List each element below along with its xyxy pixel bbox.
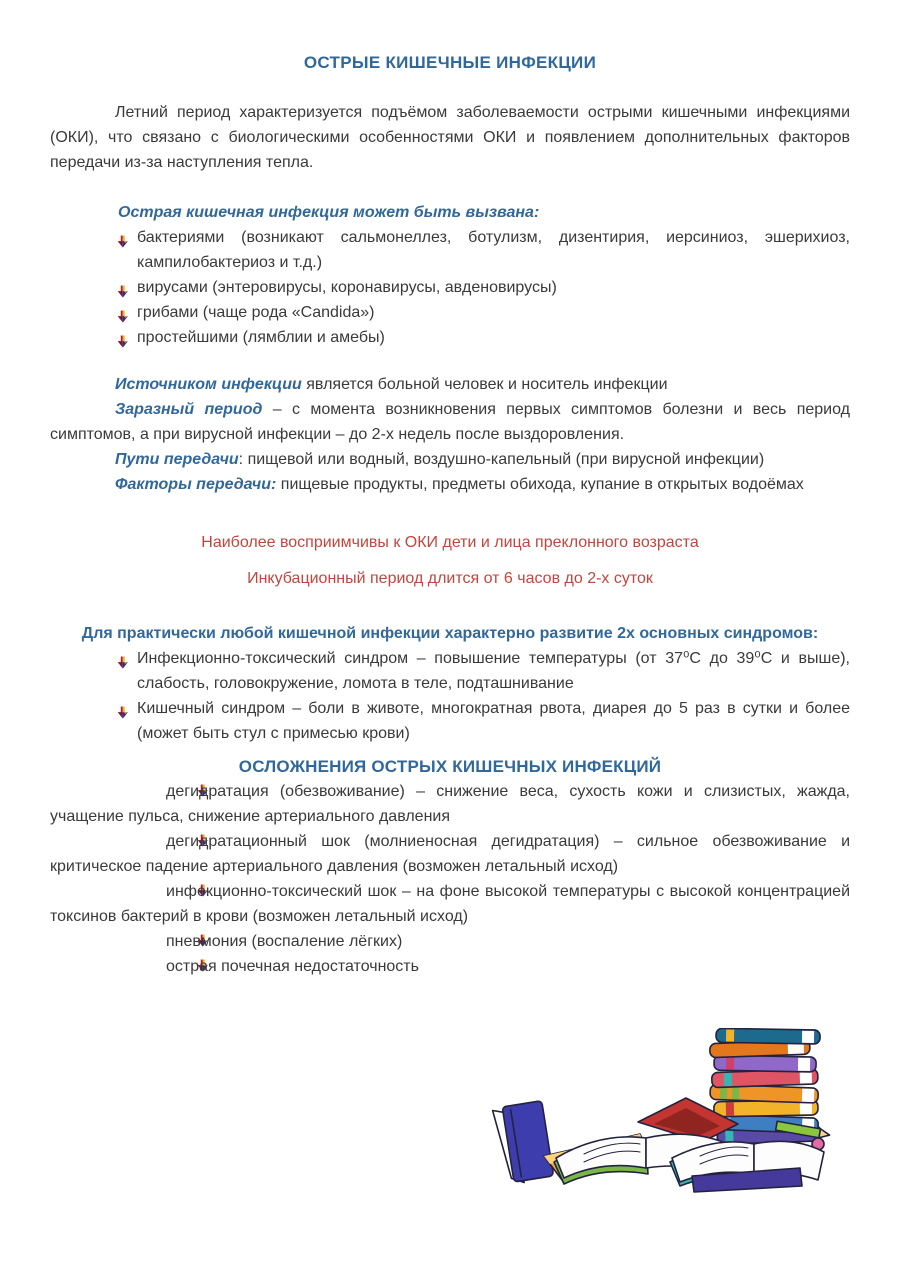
list-item-text: дегидратационный шок (молниеносная дегидратация) – сильное обезвоживание и критическое падение артериального давления (возможен летальный исход) bbox=[50, 833, 850, 875]
list-item bbox=[50, 325, 850, 350]
arrow-down-bullet-icon bbox=[123, 930, 136, 943]
arrow-down-bullet-icon bbox=[116, 306, 129, 319]
list-item-text: Кишечный синдром – боли в животе, многократная рвота, диарея до 5 раз в сутки и более (может быть стул с примесью крови) bbox=[137, 700, 850, 742]
complications-heading: ОСЛОЖНЕНИЯ ОСТРЫХ КИШЕЧНЫХ ИНФЕКЦИЙ bbox=[238, 757, 662, 776]
highlight-susceptible: Наиболее восприимчивы к ОКИ дети и лица преклонного возраста bbox=[201, 534, 699, 551]
arrow-down-bullet-icon bbox=[123, 955, 136, 968]
list-item bbox=[50, 929, 850, 954]
arrow-down-bullet-icon bbox=[116, 281, 129, 294]
list-item bbox=[50, 879, 850, 929]
definition-paragraph bbox=[50, 397, 850, 447]
books-clipart-image bbox=[488, 1028, 840, 1206]
list-item bbox=[50, 779, 850, 829]
list-item-text: простейшими (лямблии и амебы) bbox=[137, 329, 385, 346]
definition-text: является больной человек и носитель инфекции bbox=[306, 376, 668, 393]
list-item bbox=[50, 954, 850, 979]
list-item-text: Инфекционно-токсический синдром – повышение температуры (от 37⁰С до 39⁰С и выше), слабость, головокружение, ломота в теле, подташнивание bbox=[137, 650, 850, 692]
definition-separator: – bbox=[262, 401, 292, 418]
syndromes-heading: Для практически любой кишечной инфекции характерно развитие 2х основных синдромов: bbox=[81, 625, 819, 642]
definition-separator: : bbox=[238, 451, 248, 468]
list-item bbox=[50, 300, 850, 325]
list-item-text: бактериями (возникают сальмонеллез, ботулизм, дизентирия, иерсиниоз, эшерихиоз, кампилобактериоз и т.д.) bbox=[137, 229, 850, 271]
definition-text: пищевой или водный, воздушно-капельный (при вирусной инфекции) bbox=[247, 451, 765, 468]
list-item bbox=[50, 225, 850, 275]
definition-paragraph bbox=[50, 372, 850, 397]
syndromes-list bbox=[50, 646, 850, 746]
definition-text: с момента возникновения первых симптомов болезни и весь период симптомов, а при вирусной инфекции – до 2-х недель после выздоровления. bbox=[50, 401, 850, 443]
causes-list bbox=[50, 225, 850, 350]
list-item-text: дегидратация (обезвоживание) – снижение веса, сухость кожи и слизистых, жажда, учащение пульса, снижение артериального давления bbox=[50, 783, 850, 825]
list-item bbox=[50, 275, 850, 300]
definitions-block bbox=[50, 372, 850, 497]
definition-term: Факторы передачи: bbox=[115, 476, 277, 493]
arrow-down-bullet-icon bbox=[123, 830, 136, 843]
arrow-down-bullet-icon bbox=[116, 702, 129, 715]
list-item bbox=[50, 646, 850, 696]
definition-text: пищевые продукты, предметы обихода, купание в открытых водоёмах bbox=[280, 476, 804, 493]
causes-heading: Острая кишечная инфекция может быть вызвана: bbox=[118, 204, 540, 221]
list-item-text: острая почечная недостаточность bbox=[166, 958, 419, 975]
highlight-incubation: Инкубационный период длится от 6 часов до 2-х суток bbox=[247, 570, 653, 587]
list-item bbox=[50, 696, 850, 746]
definition-paragraph bbox=[50, 472, 850, 497]
complications-list bbox=[50, 779, 850, 979]
definition-term: Заразный период bbox=[115, 401, 263, 418]
intro-paragraph: Летний период характеризуется подъёмом заболеваемости острыми кишечными инфекциями (ОКИ), что связано с биологическими особенностями ОКИ и появлением дополнительных факторов передачи из-за наступления тепла. bbox=[50, 104, 850, 171]
arrow-down-bullet-icon bbox=[116, 231, 129, 244]
definition-term: Источником инфекции bbox=[115, 376, 302, 393]
arrow-down-bullet-icon bbox=[123, 880, 136, 893]
page-title: ОСТРЫЕ КИШЕЧНЫЕ ИНФЕКЦИИ bbox=[303, 53, 597, 72]
definition-term: Пути передачи bbox=[115, 451, 239, 468]
arrow-down-bullet-icon bbox=[116, 331, 129, 344]
list-item-text: грибами (чаще рода «Candida») bbox=[137, 304, 375, 321]
list-item bbox=[50, 829, 850, 879]
list-item-text: инфекционно-токсический шок – на фоне высокой температуры с высокой концентрацией токсинов бактерий в крови (возможен летальный исход) bbox=[50, 883, 850, 925]
arrow-down-bullet-icon bbox=[123, 780, 136, 793]
list-item-text: вирусами (энтеровирусы, коронавирусы, авденовирусы) bbox=[137, 279, 557, 296]
definition-paragraph bbox=[50, 447, 850, 472]
arrow-down-bullet-icon bbox=[116, 652, 129, 665]
list-item-text: пневмония (воспаление лёгких) bbox=[166, 933, 403, 950]
